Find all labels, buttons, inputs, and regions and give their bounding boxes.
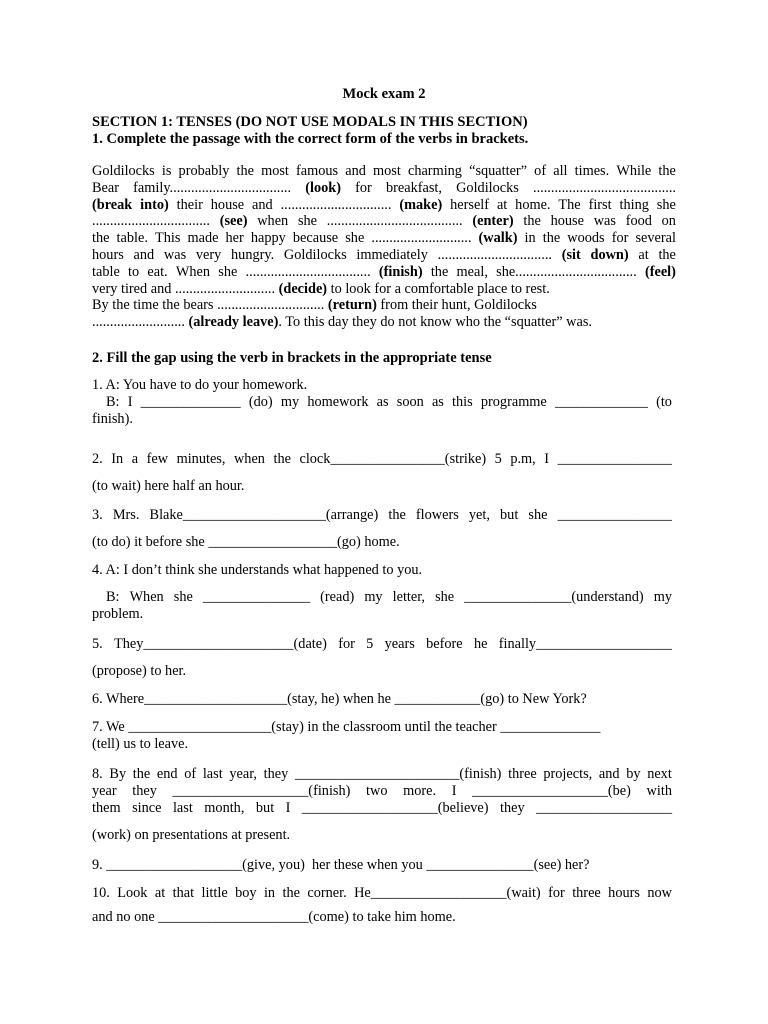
exercise-word: corner. (307, 885, 347, 901)
passage-word: ................................... (245, 263, 371, 280)
passage-word: made (187, 230, 219, 247)
exercise-word: when (233, 451, 265, 467)
passage-line-text (92, 314, 592, 330)
passage-text: By the time the bears .............................. (92, 297, 328, 314)
answer-blank[interactable]: ___________________(finish) (172, 783, 351, 799)
passage-word: the (430, 263, 449, 280)
exercise-word: she (435, 589, 455, 605)
exercise-line: 4. A: I don’t think she understands what happened to you. (92, 562, 423, 578)
verb-cue: (sit (561, 246, 581, 263)
exercise-word: as (431, 394, 444, 410)
exercise-word: that (172, 885, 195, 901)
exercise-word: When (129, 589, 164, 605)
exercise-word: I (451, 783, 457, 799)
answer-blank[interactable]: ___________________ (536, 800, 672, 816)
exercise-word: they (132, 783, 157, 799)
passage-word: ............................ (371, 230, 472, 247)
verb-cue: (finish) (378, 263, 423, 280)
passage-line (92, 297, 676, 314)
passage-word: at (496, 196, 508, 213)
exercise-word: the (282, 885, 300, 901)
answer-blank[interactable]: Blake____________________(arrange) (149, 507, 379, 523)
answer-blank[interactable]: ________________ (557, 451, 672, 467)
exercise-word: they (500, 800, 525, 816)
verb-cue: (enter) (472, 213, 514, 230)
passage-line-text (92, 297, 537, 313)
passage-word: in (524, 230, 536, 247)
exercise-word: the (388, 507, 406, 523)
exercise-line (92, 589, 672, 606)
answer-blank[interactable]: ________________ (557, 507, 672, 523)
answer-blank[interactable]: ______________ (140, 394, 241, 410)
passage-word: the (236, 163, 254, 179)
passage-word: several (635, 230, 676, 247)
exercise-item (92, 451, 672, 495)
passage-word: woods (567, 230, 605, 247)
passage-word: all (553, 163, 568, 179)
exercise-word: years (384, 636, 415, 652)
exercise-word: this (452, 394, 473, 410)
passage-text: . To this day they do not know who the “squatter” was. (278, 314, 592, 331)
passage-word: hungry. (231, 246, 275, 263)
passage-word: she (656, 196, 676, 213)
passage-word: ............................... (280, 196, 392, 213)
passage-word: she.................................. (496, 263, 637, 280)
exercise-word: by (626, 766, 641, 782)
exercise-word: 5. (92, 636, 103, 652)
passage-word: most (373, 163, 401, 179)
passage-word: the (658, 163, 676, 179)
passage-text: very tired and ............................ (92, 280, 279, 297)
exercise-word: at (154, 885, 166, 901)
passage-word: Goldilocks (92, 163, 155, 179)
exercise-word: 5 (494, 451, 502, 467)
passage-word: the (658, 246, 676, 263)
exercise-word: In (111, 451, 124, 467)
exercise-word: I (544, 451, 550, 467)
exercise-word: soon (396, 394, 424, 410)
exercise-word: month, (204, 800, 245, 816)
exercise-line: 1. A: You have to do your homework. (92, 377, 308, 393)
passage-word: she (345, 230, 365, 247)
exercise-word: she (528, 507, 548, 523)
answer-blank[interactable]: clock________________(strike) (299, 451, 487, 467)
passage-word: Goldilocks (456, 179, 519, 196)
passage-word: happy (250, 230, 286, 247)
answer-blank[interactable]: _____________ (554, 394, 648, 410)
exercise-word: p.m, (510, 451, 536, 467)
passage-word: most (261, 163, 289, 179)
passage-word: for (355, 179, 372, 196)
answer-blank[interactable]: He___________________(wait) (354, 885, 541, 901)
exercise-line: and no one _____________________(come) to take him home. (92, 909, 456, 925)
exercise-word: yet, (468, 507, 490, 523)
exercise-word: Look (117, 885, 148, 901)
exercise-line (92, 783, 672, 800)
exercise-word: 8. (92, 766, 103, 782)
passage-word: and (133, 246, 155, 263)
passage-word: first (588, 196, 612, 213)
passage-line (92, 247, 676, 264)
exercise-word: end (156, 766, 178, 782)
exercise-word: he (473, 636, 488, 652)
passage-word: Goldilocks (283, 246, 347, 263)
exercise-line (92, 394, 672, 411)
passage-word: table. (116, 230, 148, 247)
answer-blank[interactable]: ___________________(be) (472, 783, 631, 799)
passage-word: is (161, 163, 172, 179)
passage-line (92, 314, 676, 331)
passage-word: ................................. (92, 213, 210, 230)
exercise-item (92, 562, 672, 623)
exercise-word: next (647, 766, 672, 782)
passage-word: home. (515, 196, 551, 213)
passage-word: and (252, 196, 273, 213)
exercise-word: a (131, 451, 139, 467)
passage-word: “squatter” (469, 163, 528, 179)
exercise-word: with (646, 783, 672, 799)
passage-line (92, 213, 676, 230)
passage-word: famous (296, 163, 339, 179)
passage-word: eat. (147, 263, 168, 280)
answer-blank[interactable]: _______________ (202, 589, 311, 605)
exercise-line: (propose) to her. (92, 663, 187, 679)
exercise-word: B: (106, 394, 120, 410)
part1-instruction: 1. Complete the passage with the correct form of the verbs in brackets. (92, 131, 529, 147)
passage-word: the (523, 213, 541, 230)
exercise-word: but (500, 507, 519, 523)
exercise-word: year, (229, 766, 257, 782)
passage-line (92, 230, 676, 247)
exercise-word: two (366, 783, 388, 799)
passage-word: breakfast, (385, 179, 442, 196)
passage-word: The (558, 196, 581, 213)
verb-cue: (break (92, 196, 133, 213)
exercise-word: my (280, 394, 300, 410)
passage-word: This (154, 230, 181, 247)
passage-word: table (92, 263, 120, 280)
passage-word: at (638, 246, 649, 263)
passage-line (92, 180, 676, 197)
passage-word: food (625, 213, 652, 230)
passage-word: her (225, 230, 244, 247)
exercise-word: but (255, 800, 275, 816)
exercise-word: they (263, 766, 289, 782)
passage-line (92, 197, 676, 214)
passage-line (92, 281, 676, 298)
exercise-line: (tell) us to leave. (92, 736, 189, 752)
passage-word: immediately (356, 246, 428, 263)
exercise-word: hours (608, 885, 640, 901)
exercise-line (92, 451, 672, 468)
passage-word: ...................................... (326, 213, 463, 230)
passage-word: When (175, 263, 211, 280)
exercise-word: Mrs. (112, 507, 140, 523)
exercise-word: programme (480, 394, 547, 410)
exercise-word: (do) (248, 394, 273, 410)
exercise-word: and (598, 766, 620, 782)
verb-cue: (make) (399, 196, 443, 213)
passage-word: was (593, 213, 616, 230)
passage-word: she (218, 263, 238, 280)
exercise-line (92, 885, 672, 902)
passage-word: ................................ (437, 246, 552, 263)
exercise-word: the (132, 766, 151, 782)
passage-text: from their hunt, Goldilocks (376, 297, 537, 314)
verb-cue: (look) (305, 179, 341, 196)
exercise-item (92, 507, 672, 551)
passage-text: to look for a comfortable place to rest. (327, 280, 550, 297)
passage-word: very (195, 246, 222, 263)
exercise-word: I (127, 394, 133, 410)
passage-word: probably (178, 163, 230, 179)
exercise-line: 9. ___________________(give, you) her these when you _______________(see) her? (92, 857, 590, 873)
exercise-word: boy (235, 885, 257, 901)
exercise-line (92, 766, 672, 783)
exercise-word: last (202, 766, 223, 782)
exercise-word: projects, (543, 766, 593, 782)
exercise-line (92, 636, 672, 653)
passage-word: the (92, 230, 110, 247)
exercise-word: 10. (92, 885, 110, 901)
verb-cue: into) (140, 196, 169, 213)
exercise-item (92, 766, 672, 844)
exercise-item (92, 885, 672, 926)
exercise-word: last (172, 800, 193, 816)
verb-cue: (see) (219, 213, 248, 230)
passage-word: house (550, 213, 584, 230)
exercise-line: 6. Where____________________(stay, he) when he ____________(go) to New York? (92, 691, 587, 707)
exercise-word: for (338, 636, 355, 652)
section-heading: SECTION 1: TENSES (DO NOT USE MODALS IN THIS SECTION) (92, 114, 528, 130)
answer-blank[interactable]: ___________________(believe) (301, 800, 489, 816)
exercise-word: letter, (392, 589, 426, 605)
passage-word: ........................................ (533, 179, 676, 196)
exercise-word: 5 (366, 636, 374, 652)
exercise-line: (to do) it before she __________________(go) home. (92, 534, 400, 550)
passage-word: meal, (456, 263, 488, 280)
passage-word: thing (619, 196, 649, 213)
passage-line (92, 163, 676, 180)
exercise-line (92, 507, 672, 524)
verb-cue: down) (590, 246, 629, 263)
passage-word: because (292, 230, 339, 247)
passage-word: was (163, 246, 187, 263)
passage-word: While (616, 163, 652, 179)
exercise-word: more. (403, 783, 437, 799)
exercise-word: in (263, 885, 276, 901)
passage-word: on (661, 213, 676, 230)
exercise-word: (read) (320, 589, 355, 605)
passage-line (92, 264, 676, 281)
exercise-word: since (132, 800, 162, 816)
passage-word: charming (407, 163, 462, 179)
exercise-line: (to wait) here half an hour. (92, 478, 245, 494)
passage (92, 163, 676, 331)
exercise-item (92, 691, 672, 708)
passage-text: .......................... (92, 314, 189, 331)
passage-word: hours (92, 246, 124, 263)
exercise-word: them (92, 800, 121, 816)
exercise-word: few (146, 451, 169, 467)
passage-word: and (345, 163, 366, 179)
exercise-word: year (92, 783, 117, 799)
exercise-line (92, 800, 672, 817)
passage-word: she (297, 213, 318, 230)
exercise-item (92, 636, 672, 680)
exercise-item (92, 857, 672, 874)
answer-blank[interactable]: finally___________________ (498, 636, 672, 652)
passage-word: the (542, 230, 561, 247)
exercise-line: problem. (92, 606, 144, 622)
passage-word: to (128, 263, 140, 280)
passage-word: when (257, 213, 289, 230)
exercise-word: minutes, (176, 451, 226, 467)
exercise-word: as (376, 394, 389, 410)
exercise-word: now (647, 885, 672, 901)
passage-word: for (611, 230, 629, 247)
verb-cue: (walk) (478, 230, 518, 247)
exercise-item (92, 719, 672, 753)
exercise-word: I (285, 800, 291, 816)
exercise-line: 7. We ____________________(stay) in the classroom until the teacher ______________ (92, 719, 601, 735)
exercise-word: homework (307, 394, 369, 410)
exercise-word: 3. (92, 507, 103, 523)
exercise-word: my (653, 589, 672, 605)
verb-cue: (already leave) (188, 314, 279, 331)
exercise-word: my (364, 589, 383, 605)
exercise-word: before (426, 636, 463, 652)
verb-cue: (feel) (644, 263, 676, 280)
exercise-word: she (173, 589, 193, 605)
verb-cue: (return) (327, 297, 377, 314)
passage-word: Bear (92, 179, 119, 196)
passage-word: times. (574, 163, 610, 179)
answer-blank[interactable]: They_____________________(date) (114, 636, 327, 652)
answer-blank[interactable]: _______________________(finish) (294, 766, 502, 782)
part2-instruction: 2. Fill the gap using the verb in brackets in the appropriate tense (92, 350, 492, 366)
exercise-item (92, 377, 672, 428)
passage-word: house (210, 196, 245, 213)
exercise-word: B: (106, 589, 120, 605)
exercise-line: (work) on presentations at present. (92, 827, 291, 843)
answer-blank[interactable]: _______________(understand) (464, 589, 644, 605)
exercise-word: (to (656, 394, 672, 410)
exercise-line: finish). (92, 411, 133, 427)
passage-word: herself (450, 196, 490, 213)
exercise-word: three (508, 766, 537, 782)
document-title: Mock exam 2 (342, 86, 426, 102)
exercise-word: three (572, 885, 601, 901)
exercise-word: little (201, 885, 228, 901)
exercise-word: the (273, 451, 291, 467)
exercise-word: 2. (92, 451, 103, 467)
verb-cue: (decide) (278, 280, 328, 297)
passage-line-text (92, 281, 550, 297)
exercise-word: flowers (415, 507, 459, 523)
exercise-word: of (184, 766, 197, 782)
exercise-word: By (109, 766, 127, 782)
passage-word: of (534, 163, 547, 179)
passage-word: family.................................. (133, 179, 292, 196)
exercise-word: for (548, 885, 565, 901)
passage-word: their (176, 196, 203, 213)
